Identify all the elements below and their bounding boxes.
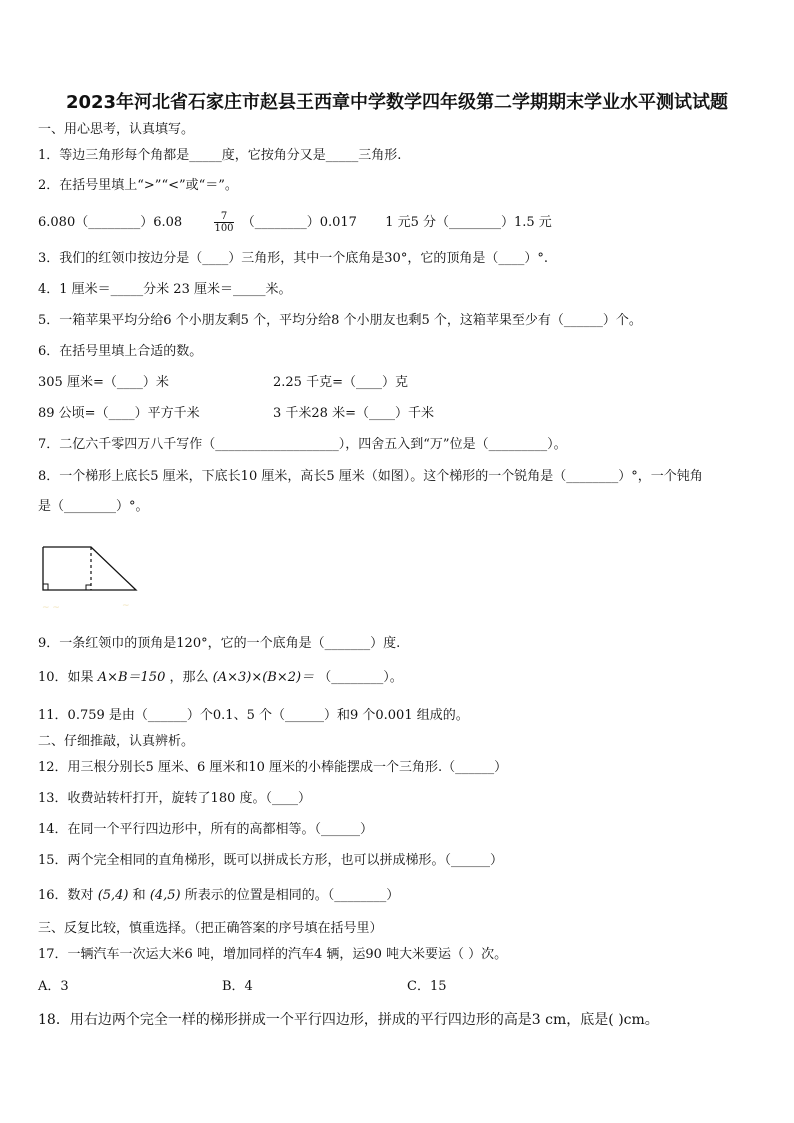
- question-2: 2．在括号里填上“>”“<”或“＝”。: [38, 178, 238, 193]
- question-18: 18．用右边两个完全一样的梯形拼成一个平行四边形，拼成的平行四边形的高是3 cm，底是( )cm。: [38, 1012, 659, 1028]
- question-6-item-b: 2.25 千克=（____）克: [273, 375, 408, 390]
- trapezoid-outline: [43, 547, 136, 590]
- question-10-equation-1: A×B＝150: [97, 670, 166, 685]
- question-6-item-a: 305 厘米=（____）米: [38, 375, 169, 390]
- question-12: 12．用三根分别长5 厘米、6 厘米和10 厘米的小棒能摆成一个三角形.（______）: [38, 760, 508, 775]
- question-13: 13．收费站转杆打开，旋转了180 度。（____）: [38, 791, 311, 806]
- question-10-mid: ，那么: [169, 670, 209, 685]
- right-angle-mark-left: [43, 584, 48, 590]
- question-11: 11．0.759 是由（______）个0.1、5 个（______）和9 个0.001 组成的。: [38, 708, 469, 723]
- question-2-items: [38, 210, 552, 236]
- question-6-item-d: 3 千米28 米=（____）千米: [273, 406, 434, 421]
- question-10: [38, 670, 403, 686]
- question-14: 14．在同一个平行四边形中，所有的高都相等。（______）: [38, 822, 374, 837]
- question-15: 15．两个完全相同的直角梯形，既可以拼成长方形，也可以拼成梯形。（______）: [38, 853, 504, 868]
- question-16-prefix: 16．数对: [38, 888, 94, 903]
- question-10-suffix: （________）。: [318, 670, 403, 685]
- question-16: [38, 888, 399, 904]
- question-2-item-b: （________）0.017: [241, 215, 357, 230]
- question-3: 3．我们的红领巾按边分是（____）三角形，其中一个底角是30°，它的顶角是（____）°.: [38, 251, 548, 266]
- question-16-and: 和: [132, 888, 146, 903]
- section-1-heading: 一、用心思考，认真填写。: [38, 122, 195, 137]
- question-6: 6．在括号里填上合适的数。: [38, 344, 203, 359]
- question-8-line-2: 是（________）°。: [38, 499, 149, 514]
- question-7: 7．二亿六千零四万八千写作（___________________），四舍五入到“万”位是（_________）。: [38, 437, 567, 452]
- question-16-suffix: 所表示的位置是相同的。（________）: [184, 888, 400, 903]
- trapezoid-diagram: [38, 540, 148, 620]
- right-angle-mark-height: [86, 585, 91, 590]
- trapezoid-figure: [38, 540, 148, 624]
- section-3-heading: 三、反复比较，慎重选择。（把正确答案的序号填在括号里）: [38, 921, 383, 936]
- question-17: 17．一辆汽车一次运大米6 吨，增加同样的汽车4 辆，运90 吨大米要运（ ）次。: [38, 947, 508, 962]
- question-16-pair-2: (4,5): [149, 888, 181, 903]
- question-2-item-c: 1 元5 分（________）1.5 元: [385, 215, 552, 230]
- question-8-line-1: 8．一个梯形上底长5 厘米，下底长10 厘米，高长5 厘米（如图）。这个梯形的一个锐角是（________）°，一个钝角: [38, 469, 703, 484]
- question-5: 5．一箱苹果平均分给6 个小朋友剩5 个，平均分给8 个小朋友也剩5 个，这箱苹果至少有（______）个。: [38, 313, 642, 328]
- page-title: 2023年河北省石家庄市赵县王西章中学数学四年级第二学期期末学业水平测试试题: [65, 92, 729, 113]
- question-6-item-c: 89 公顷=（____）平方千米: [38, 406, 200, 421]
- fraction-numerator: 7: [214, 211, 233, 223]
- question-10-prefix: 10．如果: [38, 670, 94, 685]
- question-9: 9．一条红领巾的顶角是120°，它的一个底角是（_______）度.: [38, 636, 401, 651]
- question-16-pair-1: (5,4): [97, 888, 129, 903]
- question-17-option-b: B．4: [222, 979, 253, 994]
- question-10-equation-2: (A×3)×(B×2)＝: [212, 670, 315, 685]
- fraction-7-100: [214, 211, 233, 234]
- question-4: 4．1 厘米＝_____分米 23 厘米＝_____米。: [38, 282, 292, 297]
- section-2-heading: 二、仔细推敲，认真辨析。: [38, 734, 195, 749]
- question-1: 1．等边三角形每个角都是_____度，它按角分又是_____三角形.: [38, 148, 402, 163]
- fraction-denominator: 100: [214, 223, 234, 234]
- question-17-option-c: C．15: [407, 979, 447, 994]
- faint-watermark-mark: ~ ~: [42, 603, 60, 613]
- question-17-option-a: A．3: [38, 979, 69, 994]
- question-2-item-a: 6.080（________）6.08: [38, 215, 183, 230]
- faint-watermark-mark-2: ~: [122, 601, 130, 611]
